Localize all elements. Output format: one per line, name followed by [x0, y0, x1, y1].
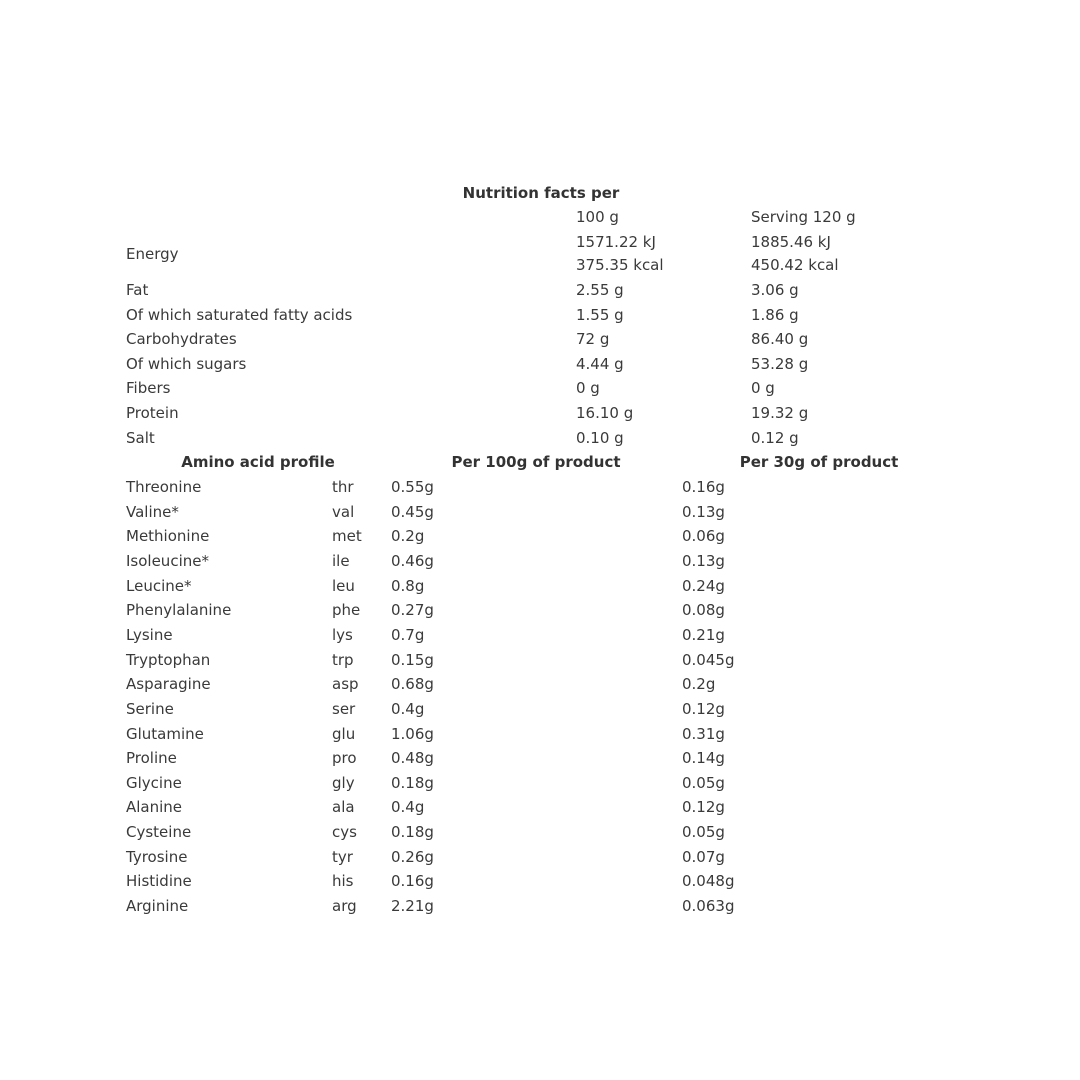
nutrition-col-serving-header: Serving 120 g	[751, 208, 856, 226]
amino-name: Leucine*	[126, 576, 192, 595]
amino-name: Asparagine	[126, 675, 211, 694]
amino-value-100g: 1.06g	[391, 724, 434, 743]
amino-value-100g: 0.4g	[391, 798, 425, 817]
nutrient-value-100g: 4.44 g	[576, 354, 624, 373]
amino-value-30g: 0.08g	[682, 601, 725, 620]
amino-value-30g: 0.31g	[682, 724, 725, 743]
amino-value-100g: 0.2g	[391, 527, 425, 546]
nutrient-label: Of which saturated fatty acids	[126, 305, 353, 324]
amino-name: Valine*	[126, 502, 179, 521]
nutrient-value-serving: 0.12 g	[751, 428, 799, 447]
amino-value-30g: 0.14g	[682, 749, 725, 768]
nutrient-value-100g: 2.55 g	[576, 281, 624, 299]
nutrient-value-100g: 0 g	[576, 379, 600, 398]
amino-name: Tryptophan	[126, 650, 211, 669]
nutrient-value-100g: 72 g	[576, 330, 610, 349]
nutrient-label: Protein	[126, 404, 179, 422]
amino-abbr: glu	[332, 724, 356, 743]
amino-value-100g: 0.68g	[391, 675, 434, 694]
energy-kcal-serving: 450.42 kcal	[751, 256, 839, 274]
amino-abbr: cys	[332, 823, 357, 842]
amino-name: Serine	[126, 699, 174, 718]
amino-name: Proline	[126, 749, 177, 768]
amino-abbr: val	[332, 502, 355, 521]
nutrient-label: Of which sugars	[126, 354, 247, 373]
amino-value-100g: 0.45g	[391, 502, 434, 521]
amino-col-100g-header: Per 100g of product	[451, 453, 621, 471]
nutrition-col-100g-header: 100 g	[576, 208, 619, 226]
amino-name: Isoleucine*	[126, 551, 209, 570]
amino-abbr: asp	[332, 675, 359, 694]
amino-value-30g: 0.048g	[682, 872, 735, 891]
amino-value-30g: 0.24g	[682, 576, 725, 595]
amino-abbr: ile	[332, 551, 350, 570]
amino-abbr: lys	[332, 625, 353, 644]
amino-abbr: tyr	[332, 847, 353, 866]
amino-abbr: phe	[332, 601, 361, 620]
nutrient-value-serving: 0 g	[751, 379, 775, 398]
nutrient-value-100g: 1.55 g	[576, 305, 624, 324]
energy-kcal-100g: 375.35 kcal	[576, 256, 664, 274]
amino-name: Lysine	[126, 625, 173, 644]
amino-value-100g: 0.8g	[391, 576, 425, 595]
amino-value-100g: 0.18g	[391, 773, 434, 792]
amino-abbr: thr	[332, 478, 354, 496]
nutrient-value-serving: 19.32 g	[751, 404, 809, 422]
amino-value-100g: 0.26g	[391, 847, 434, 866]
amino-value-30g: 0.21g	[682, 625, 725, 644]
amino-value-100g: 0.18g	[391, 823, 434, 842]
energy-kj-100g: 1571.22 kJ	[576, 233, 656, 251]
amino-value-30g: 0.12g	[682, 699, 725, 718]
amino-value-100g: 2.21g	[391, 897, 434, 916]
amino-abbr: his	[332, 872, 354, 891]
amino-value-100g: 0.16g	[391, 872, 434, 891]
amino-title: Amino acid profile	[181, 453, 335, 471]
amino-value-30g: 0.045g	[682, 650, 735, 669]
amino-name: Glutamine	[126, 724, 204, 743]
amino-value-100g: 0.46g	[391, 551, 434, 570]
amino-value-30g: 0.2g	[682, 675, 716, 694]
nutrient-value-serving: 53.28 g	[751, 354, 809, 373]
amino-name: Arginine	[126, 897, 189, 916]
amino-value-30g: 0.13g	[682, 502, 725, 521]
amino-name: Threonine	[126, 478, 202, 496]
amino-value-100g: 0.15g	[391, 650, 434, 669]
amino-name: Cysteine	[126, 823, 192, 842]
amino-abbr: gly	[332, 773, 355, 792]
nutrient-value-serving: 86.40 g	[751, 330, 809, 349]
amino-col-30g-header: Per 30g of product	[739, 453, 899, 471]
nutrition-title: Nutrition facts per	[462, 184, 620, 202]
amino-abbr: trp	[332, 650, 354, 669]
amino-abbr: met	[332, 527, 362, 546]
nutrient-value-100g: 0.10 g	[576, 428, 624, 447]
amino-value-30g: 0.13g	[682, 551, 725, 570]
amino-value-30g: 0.05g	[682, 823, 725, 842]
amino-value-100g: 0.27g	[391, 601, 434, 620]
amino-value-30g: 0.05g	[682, 773, 725, 792]
amino-value-100g: 0.55g	[391, 478, 434, 496]
nutrient-value-serving: 1.86 g	[751, 305, 799, 324]
amino-abbr: ser	[332, 699, 356, 718]
amino-value-100g: 0.4g	[391, 699, 425, 718]
amino-abbr: leu	[332, 576, 355, 595]
nutrient-label: Fat	[126, 281, 149, 299]
amino-name: Glycine	[126, 773, 182, 792]
nutrient-label: Fibers	[126, 379, 171, 398]
amino-value-100g: 0.48g	[391, 749, 434, 768]
amino-abbr: ala	[332, 798, 355, 817]
energy-label: Energy	[126, 245, 179, 263]
nutrient-label: Salt	[126, 428, 155, 447]
amino-name: Histidine	[126, 872, 192, 891]
amino-name: Alanine	[126, 798, 183, 817]
nutrient-value-serving: 3.06 g	[751, 281, 799, 299]
nutrient-label: Carbohydrates	[126, 330, 237, 349]
amino-value-30g: 0.06g	[682, 527, 725, 546]
amino-abbr: pro	[332, 749, 357, 768]
amino-name: Tyrosine	[126, 847, 188, 866]
nutrient-value-100g: 16.10 g	[576, 404, 634, 422]
amino-value-100g: 0.7g	[391, 625, 425, 644]
amino-value-30g: 0.063g	[682, 897, 735, 916]
amino-name: Methionine	[126, 527, 210, 546]
amino-abbr: arg	[332, 897, 357, 916]
amino-value-30g: 0.07g	[682, 847, 725, 866]
amino-value-30g: 0.16g	[682, 478, 725, 496]
amino-value-30g: 0.12g	[682, 798, 725, 817]
amino-name: Phenylalanine	[126, 601, 232, 620]
energy-kj-serving: 1885.46 kJ	[751, 233, 831, 251]
